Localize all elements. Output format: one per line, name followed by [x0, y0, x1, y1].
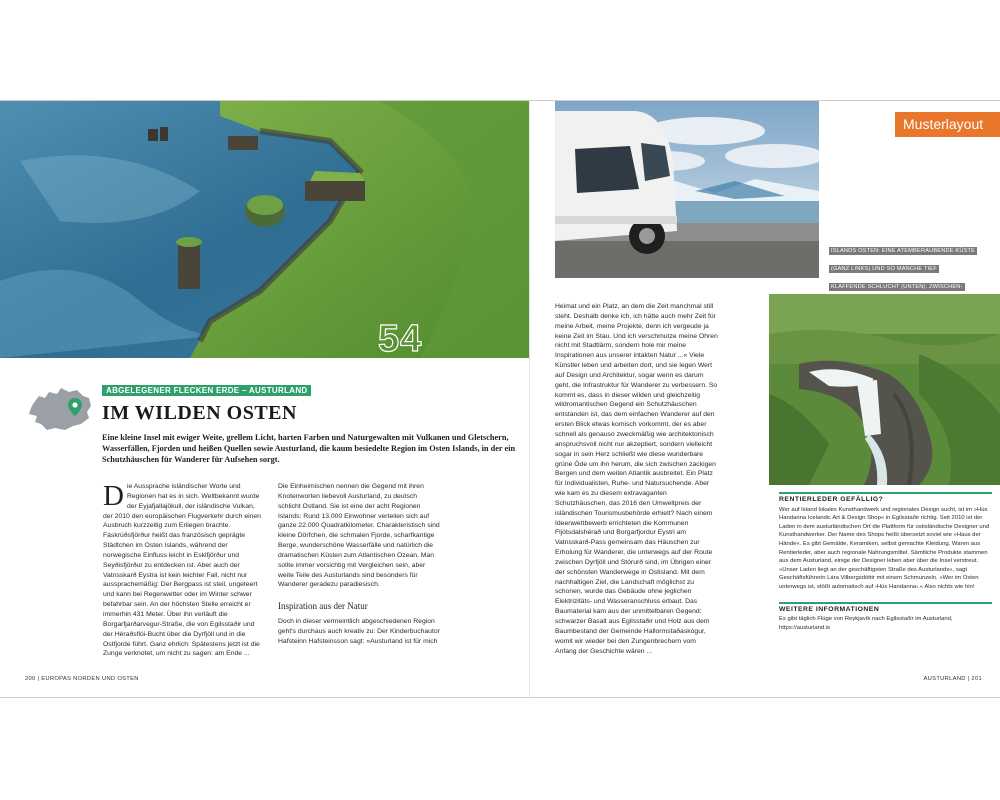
folio-right: AUSTURLAND | 201	[923, 676, 982, 682]
sidebar-rule	[779, 602, 992, 604]
camper-lagoon-photo	[555, 101, 819, 278]
body-paragraph: ie Aussprache isländischer Worte und Regionen hat es in sich. Weltbekannt wurde der Eyjafjallajökull, der isländische Vulkan, der 2010 den europäischen Flugverkehr durch einen Ausbruch kurzzeitig zum Erliegen brachte. Fáskrúðsfjörður heißt das französisch geprägte Städtchen im Osten Islands, während der norwegische Einfluss leicht in Eskifjörður und Seyðisfjörður zu entdecken ist. Aber auch der Vatnsskarð Eystra ist kein leichter Fall, nicht nur aussprachemäßig: Der Bergpass ist steil, ungeteert und kann bei Regenwetter oder im Winter schwer befahrbar sein. An der höchsten Stelle erreicht er immerhin 431 Meter. Über ihn verläuft die Borgarfjarðarvegur-Straße, die von Egilsstaðir und der Héraðsflói-Bucht über die Dyrfjöll und in die Ostfjorde führt. Ganz ehrlich: Spätestens jetzt ist die Zunge verknotet, um nicht zu sagen: am Ende ...	[103, 483, 261, 658]
body-paragraph: Heimat und ein Platz, an dem die Zeit manchmal still steht. Deshalb denke ich, ich hätte auch mehr Zeit für meine Arbeit, meine Projekte, denn ich vergeude ja keine Zeit im Stau. Und ich verschmutze meine Ohren nicht mit Stadtlärm, sondern hole mir meine Inspirationen aus unserer intakten Natur ...« Viele Künstler leben und arbeiten dort, und sie legen Wert auf Design und Architektur, sogar wenn es darum geht, die Infrastruktur für Wanderer zu verbessern. So kommt es, dass in dieser wilden und gleichzeitig wildromantischen Gegend ein Schutzhäuschen entstanden ist, das dem einfachen Wanderer auf den ersten Blick etwas komisch vorkommt, der es aber schnell als genauso zweckmäßig wie architektonisch anspruchsvoll nicht nur akzeptiert, sondern vielleicht sogar in sein Herz schließt wie diese wunderbare grüne Öde um ihn herum, die sich zwischen zackigen Bergen und dem weiten Atlantik ausbreitet. Ein Platz für Individualisten, Ruhe- und Natursuchende. Aber wie kam es zu diesem extravaganten Schutzhäuschen, das 2016 den Umweltpreis der isländischen Tourismusbehörde erhielt? Nach einem Ideenwettbewerb errichteten die Kommunen Fljótsdalshérað und Borgarfjordur Eystri am Vatnsskarð-Pass gemeinsam das Häuschen zur Erholung für Wanderer, die unterwegs auf der Route zwischen Dyrfjöll und Stórurð sind, im Übrigen einer der schönsten Wanderwege in Ostisland. Mit dem nachhaltigen Ziel, die Landschaft möglichst zu schonen, wurde das Gebäude ohne jeglichen Elektrizitäts- und Wasseranschluss erbaut. Das Baumaterial kam aus der unmittelbaren Gegend: schwarzer Basalt aus Egilsstaðir und Holz aus dem Baumbestand der Gemeinde Hallormstaðaskógur, womit wir wieder bei den Zungenbrechern vom Anfang der Geschichte wären ...	[555, 303, 718, 655]
article-headline: IM WILDEN OSTEN	[102, 402, 297, 424]
waterfall-canyon-photo	[769, 294, 1000, 485]
coast-cliffs-photo	[0, 101, 529, 358]
drop-cap: D	[103, 480, 124, 512]
sidebar-title: WEITERE INFORMATIONEN	[779, 605, 880, 613]
page-gutter	[529, 100, 530, 698]
caption-line: KLAFFENDE SCHLUCHT (UNTEN). ZWISCHEN-	[831, 284, 963, 290]
article-kicker: ABGELEGENER FLECKEN ERDE – AUSTURLAND	[102, 385, 311, 396]
musterlayout-badge: Musterlayout	[895, 112, 1000, 137]
sidebar-text: Es gibt täglich Flüge von Reykjavík nach Egilsstaðir im Austurland, https://austurland.is	[779, 616, 953, 631]
section-subhead: Inspiration aus der Natur	[278, 601, 368, 612]
info-sidebar	[779, 492, 992, 632]
sidebar-text: Wer auf Island lokales Kunsthandwerk und regionales Design sucht, ist im »Hús Handanna Icelandic Art & Design Shop« in Egilsstaðir richtig. Seit 2010 ist der Laden in dem austurländischen Ort die Plattform für ostisländische Designer und Kunsthandwerker. Der Name des Shops heißt übersetzt soviel wie »Haus der Hände«. Es gibt Gemälde, Keramiken, selbst gemachte Kleidung, Waren aus Rentierleder, aber auch regionale Nahrungsmittel. Sämtliche Produkte stammen aus dem Austurland, einige der Designer leben aber über die Insel verstreut. »Unser Laden liegt an der geschäftigsten Straße des Austurlands«, sagt Geschäftsführerin Lára Vilbergsdóttir mit einem Schmunzeln. »Wer im Osten unterwegs ist, stößt automatisch auf ›Hús Handanna‹.« Also nichts wie hin!	[779, 506, 990, 590]
body-paragraph: Die Einheimischen nennen die Gegend mit ihren Knotenworten liebevoll Austurland, zu deutsch schlicht Ostland. Sie ist eine der acht Regionen Islands: Rund 13.000 Einwohner verteilen sich auf ganze 22.000 Quadratkilometer. Charakteristisch sind kleine Dörfchen, die schmalen Fjorde, scharfkantige Berge, wunderschöne Wasserfälle und natürlich die dramatischen Küsten zum Atlantischen Ozean. Man sollte immer vorsichtig mit Vergleichen sein, aber weite Teile des Austurlands sind besonders für Wanderer geradezu paradiesisch.	[278, 483, 440, 589]
body-column-1	[103, 482, 263, 659]
iceland-map-icon	[25, 384, 95, 432]
body-paragraph: Doch in dieser vermeintlich abgeschiedenen Region geht's durchaus auch kreativ zu: Der Kinderbuchautor Hafsteinn Hafsteinsson sagt: »Austurland ist für mich	[278, 618, 440, 645]
body-column-3	[555, 302, 718, 656]
body-column-2	[278, 482, 441, 647]
caption-line: ISLANDS OSTEN: EINE ATEMBERAUBENDE KÜSTE	[831, 248, 976, 254]
article-lead: Eine kleine Insel mit ewiger Weite, grellem Licht, harten Farben und Naturgewalten mit Vulkanen und Gletschern, Wasserfällen, Fjorden und heißen Quellen sowie Austurland, die kaum besiedelte Region im Osten Islands, in der ein Schutzhäuschen für Wanderer für Aufsehen sorgt.	[102, 433, 516, 465]
photo-page-number: 54	[378, 318, 423, 360]
sidebar-rule	[779, 492, 992, 494]
caption-line: (GANZ LINKS) UND SO MANCHE TIEF	[831, 266, 937, 272]
folio-left: 200 | EUROPAS NORDEN UND OSTEN	[25, 676, 139, 682]
sidebar-title: RENTIERLEDER GEFÄLLIG?	[779, 496, 884, 503]
